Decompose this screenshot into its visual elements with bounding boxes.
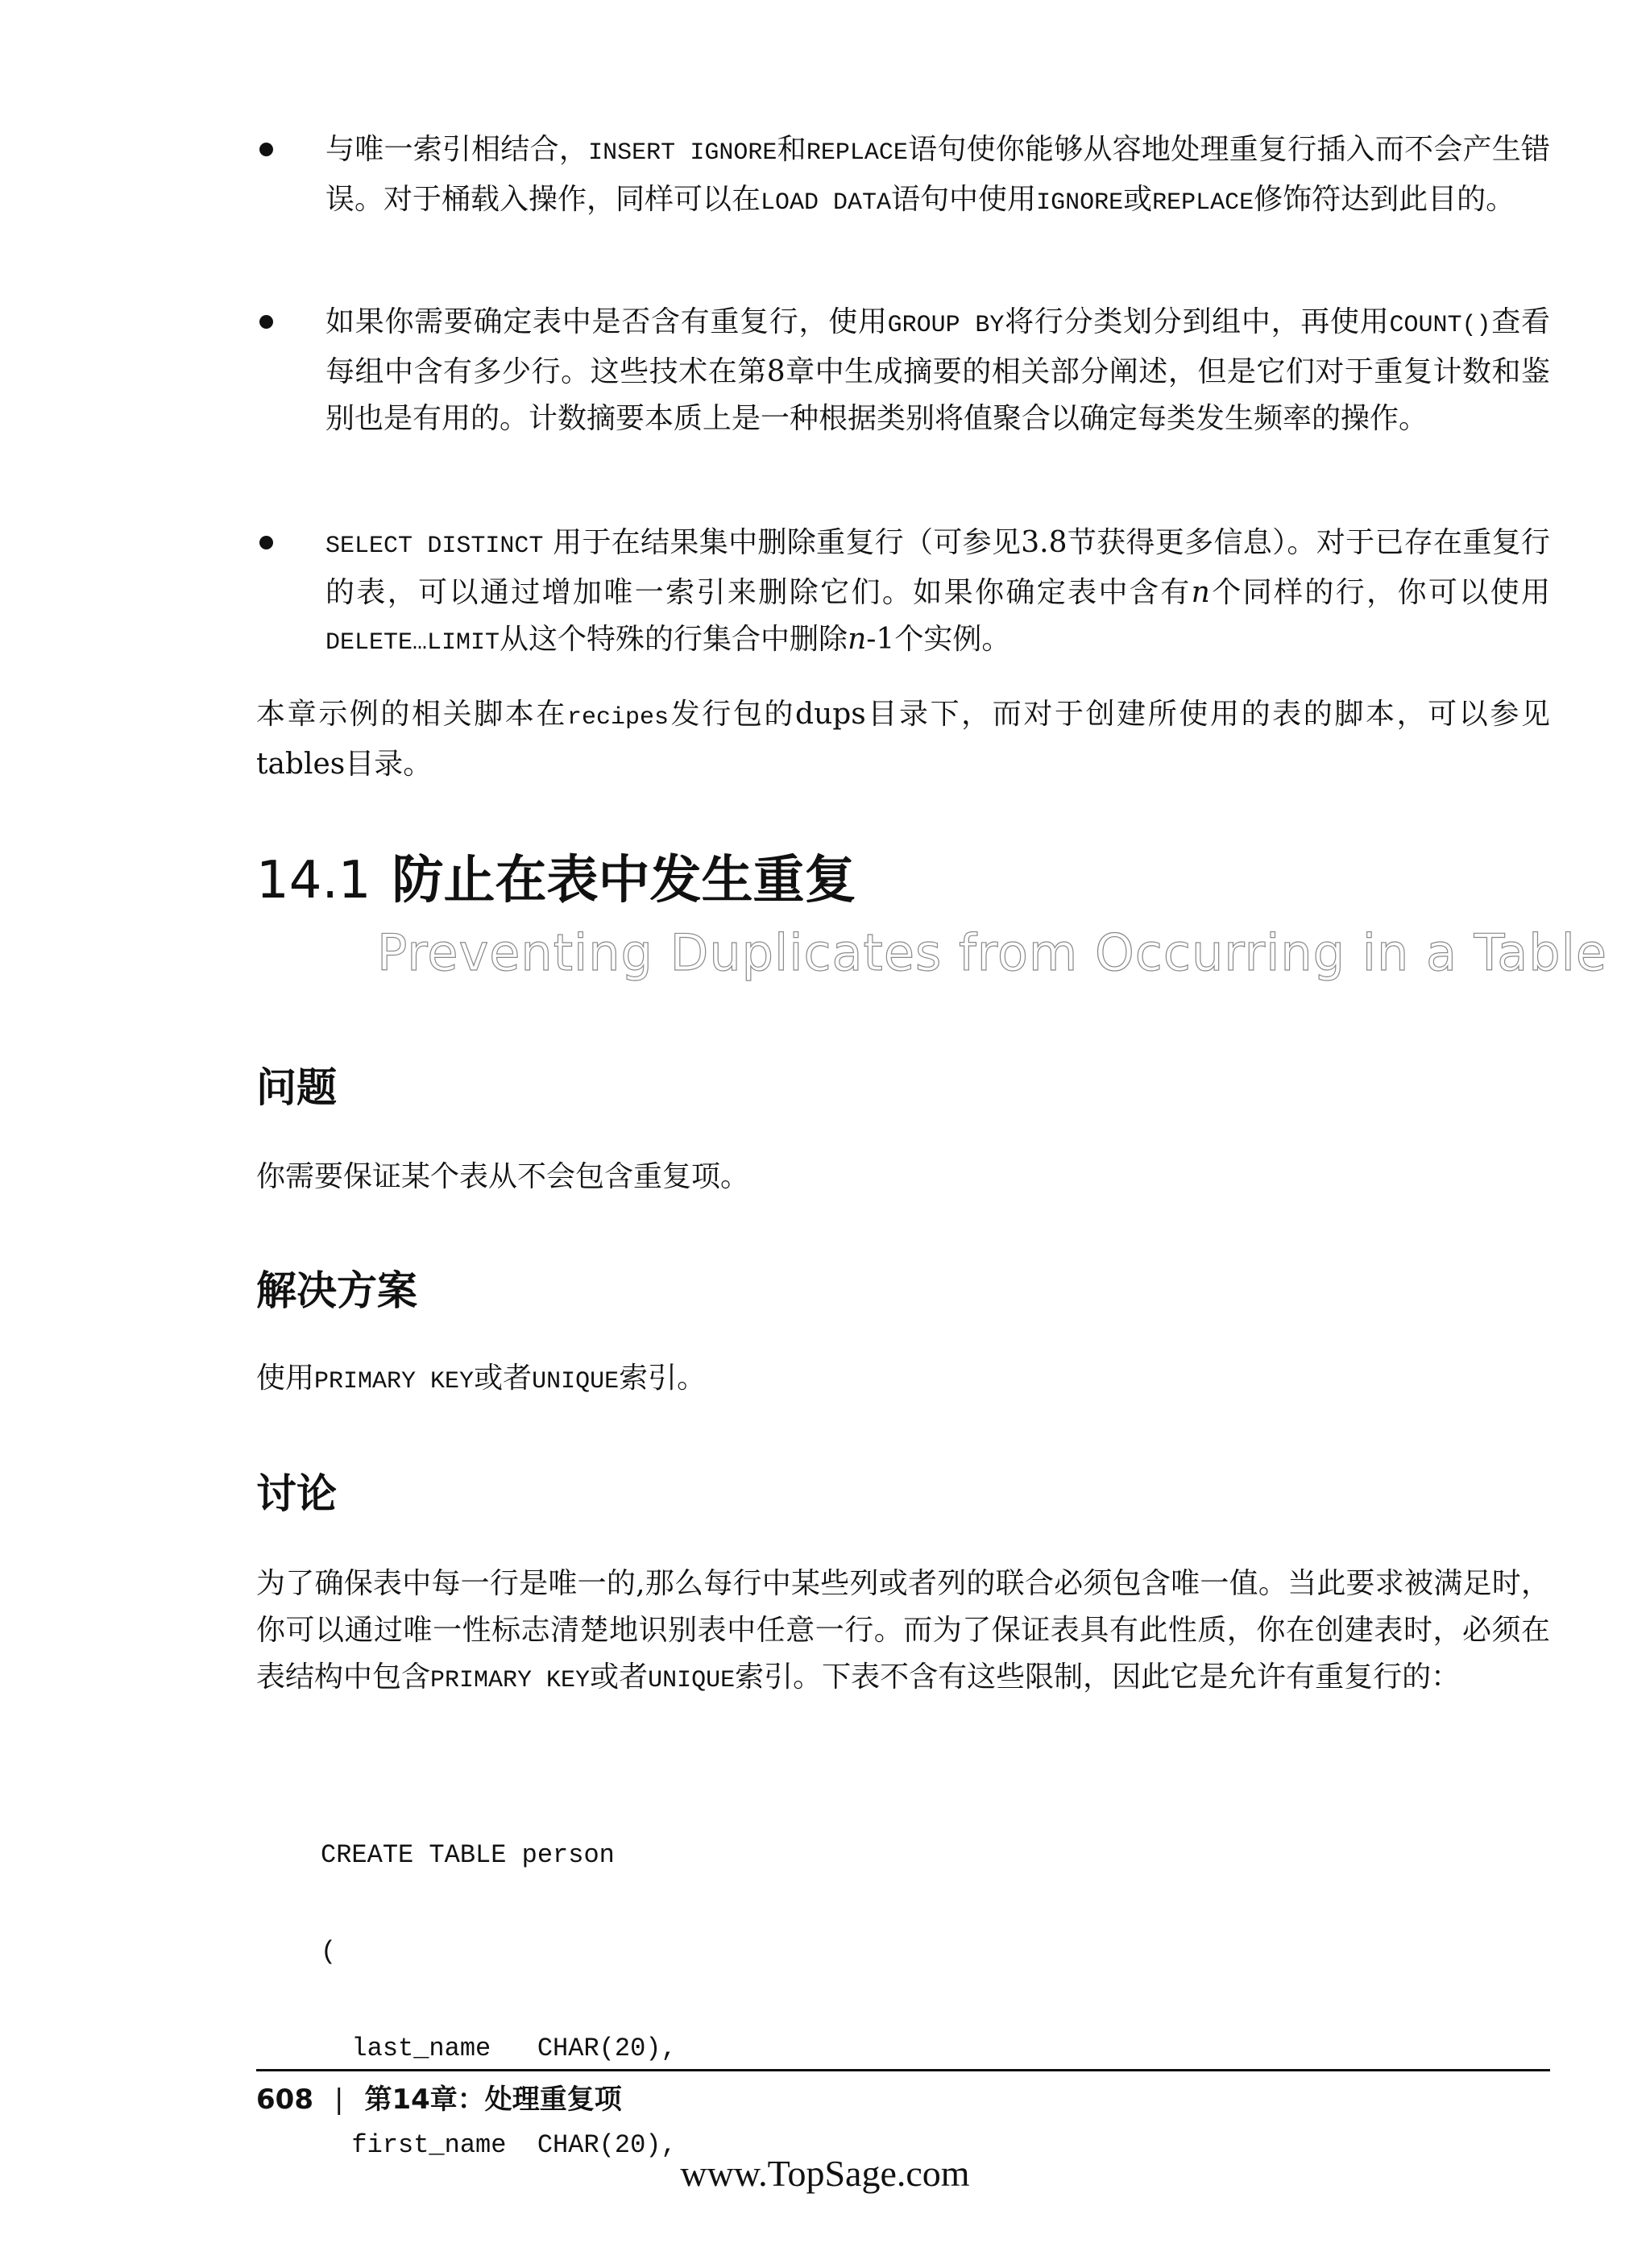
- inline-code: IGNORE: [1036, 189, 1124, 217]
- text-run: 发行包的dups目录下，而对于创建所使用的表的脚本，可以参见tables目录。: [256, 698, 1550, 781]
- text-run: n: [1191, 576, 1210, 609]
- bullet-paragraph-1: [325, 126, 1550, 226]
- inline-code: INSERT IGNORE: [588, 139, 777, 167]
- discussion-heading: 讨论: [256, 1470, 337, 1517]
- page-footer: [256, 2075, 622, 2124]
- inline-code: recipes: [567, 704, 670, 732]
- text-run: 使用: [256, 1362, 315, 1395]
- text-run: 修饰符达到此目的。: [1254, 183, 1515, 216]
- page-number: 608: [256, 2083, 313, 2116]
- code-line: first_name CHAR(20),: [321, 2130, 677, 2160]
- section-subtitle: Preventing Duplicates from Occurring in a Table: [377, 923, 1607, 982]
- text-run: n: [848, 623, 867, 656]
- inline-code: REPLACE: [806, 139, 908, 167]
- text-run: 用于在结果集中删除重复行（可参见3.8节获得更多信息）。对于已存在重复行的表，可以通过增加唯一索引来删除它们。如果你确定表中含有: [325, 526, 1550, 609]
- text-run: 为了确保表中每一行是唯一的,那么每行中某些列或者列的联合必须包含唯一值。当此要求被满足时，你可以通过唯一性标志清楚地识别表中任意一行。而为了保证表具有此性质，你在创建表时，必须在表结构中包含: [256, 1567, 1550, 1694]
- footer-separator: |: [334, 2083, 344, 2116]
- text-run: 或者: [590, 1661, 649, 1694]
- text-run: 本章示例的相关脚本在: [256, 698, 567, 731]
- intro-paragraph: [256, 691, 1550, 788]
- inline-code: DELETE…LIMIT: [325, 629, 500, 657]
- inline-code: GROUP BY: [887, 312, 1005, 339]
- watermark-url: www.TopSage.com: [680, 2153, 970, 2194]
- inline-code: PRIMARY KEY: [314, 1368, 475, 1395]
- problem-text: 你需要保证某个表从不会包含重复项。: [256, 1160, 750, 1193]
- text-run: 将行分类划分到组中，再使用: [1004, 305, 1390, 338]
- discussion-paragraph: [256, 1561, 1550, 1704]
- text-run: 或: [1123, 183, 1153, 216]
- problem-heading: 问题: [256, 1064, 337, 1111]
- text-run: 查看每组中含有多少行。这些技术在第8章中生成摘要的相关部分阐述，但是它们对于重复计数和鉴别也是有用的。计数摘要本质上是一种根据类别将值聚合以确定每类发生频率的操作。: [325, 305, 1550, 435]
- text-run: 从这个特殊的行集合中删除: [500, 623, 848, 656]
- inline-code: PRIMARY KEY: [430, 1667, 591, 1694]
- bullet-paragraph-3: [325, 520, 1550, 666]
- inline-code: COUNT(): [1389, 312, 1491, 339]
- section-heading: [256, 848, 856, 913]
- footer-rule: [256, 2069, 1550, 2071]
- code-line: CREATE TABLE person: [321, 1840, 615, 1870]
- bullet-marker: [259, 536, 273, 549]
- text-run: 和: [777, 133, 806, 166]
- text-run: -1个实例。: [866, 623, 1011, 656]
- section-title: 防止在表中发生重复: [392, 851, 856, 910]
- inline-code: UNIQUE: [532, 1368, 620, 1395]
- solution-heading: 解决方案: [256, 1267, 417, 1314]
- chapter-title: 第14章：处理重复项: [364, 2083, 622, 2116]
- inline-code: UNIQUE: [648, 1667, 736, 1694]
- code-line: (: [321, 1937, 337, 1967]
- bullet-marker: [259, 315, 273, 329]
- bullet-paragraph-2: [325, 299, 1550, 442]
- section-number: 14.1: [256, 851, 371, 910]
- text-run: 与唯一索引相结合，: [325, 133, 589, 166]
- inline-code: SELECT DISTINCT: [325, 533, 544, 560]
- text-run: 或者: [474, 1362, 533, 1395]
- bullet-marker: [259, 143, 273, 156]
- text-run: 如果你需要确定表中是否含有重复行，使用: [325, 305, 888, 338]
- inline-code: LOAD DATA: [761, 189, 892, 217]
- text-run: 索引。下表不含有这些限制，因此它是允许有重复行的：: [735, 1661, 1461, 1694]
- code-line: last_name CHAR(20),: [321, 2034, 677, 2063]
- text-run: 索引。: [619, 1362, 707, 1395]
- text-run: 语句使你能够从容地处理重复行插入而不会产生错误。对于桶载入操作，同样可以在: [325, 133, 1550, 216]
- solution-text: [256, 1355, 1550, 1405]
- text-run: 语句中使用: [891, 183, 1037, 216]
- text-run: 个同样的行，你可以使用: [1209, 576, 1550, 609]
- inline-code: REPLACE: [1152, 189, 1254, 217]
